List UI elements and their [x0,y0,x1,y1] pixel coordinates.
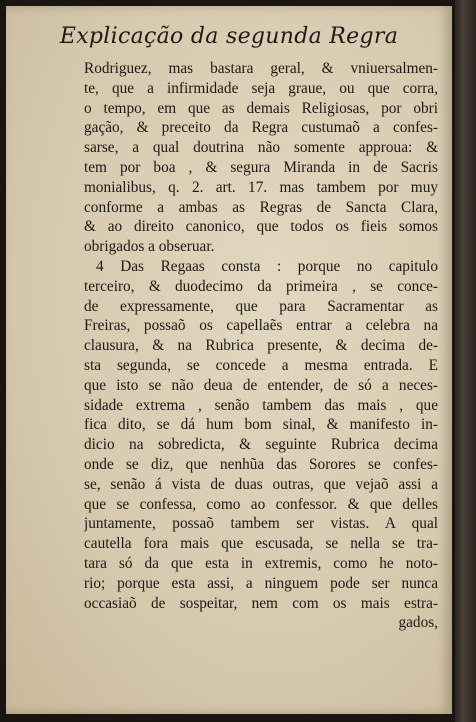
text-line: occasiaõ de sospeitar, nem com os mais estra- [84,594,438,612]
text-line: terceiro, & duodecimo da primeira , se conce- [84,277,438,295]
text-line: obrigados a obseruar. [84,238,215,256]
catchword-line: gados, [398,614,438,632]
text-line: cautella fora mais que escusada, se nella se tra- [84,535,438,553]
text-line: te, que a infirmidade seja graue, ou que corra, [84,79,438,97]
text-line: clausura, & na Rubrica presente, & decima de- [84,337,438,355]
text-line: conforme a ambas as Regras de Sancta Clara, [84,198,438,216]
text-line: que isto se não deua de entender, de só a neces- [84,376,438,394]
book-page [6,6,452,714]
text-line: onde se diz, que nenhũa das Sorores se confes- [84,455,438,473]
body-text [84,59,438,633]
text-line: & ao direito canonico, que todos os fieis somos [84,218,438,236]
text-line: sta segunda, se concede a mesma entrada. E [84,356,438,374]
paragraph-start-line: 4 Das Regaas consta : porque no capitulo [96,257,438,275]
text-line: que se confessa, como ao confessor. & que delles [84,495,438,513]
text-line: tara só da que esta in extremis, como he noto- [84,554,438,572]
running-header: Explicação da segunda Regra [59,24,399,49]
text-line: rio; porque esta assi, a ninguem pode ser nunca [84,574,438,592]
text-line: fica dito, se dá hum bom sinal, & manifesto in- [84,416,438,434]
text-line: juntamente, possaõ tambem ser vistas. A qual [84,515,438,533]
book-spine [455,0,476,722]
text-line: o tempo, em que as demais Religiosas, por obri [84,99,438,117]
text-line: sidade extrema , senão tambem das mais , que [84,396,438,414]
text-line: sarse, a qual doutrina não somente approua: & [84,139,438,157]
text-line: Rodriguez, mas bastara geral, & vniuersalmen- [84,60,438,77]
text-line: Freiras, possaõ os capellaẽs entrar a celebra na [84,317,438,335]
text-line: dicio na sobredicta, & seguinte Rubrica decima [84,436,438,454]
text-line: monialibus, q. 2. art. 17. mas tambem por muy [84,178,438,196]
text-line: se, senão á vista de duas outras, que vejaõ assi a [84,475,438,493]
text-line: de expressamente, que para Sacramentar as [84,297,438,315]
text-line: tem por boa , & segura Miranda in de Sacris [84,158,438,176]
text-line: gação, & preceito da Regra custumaõ a confes- [84,119,438,137]
